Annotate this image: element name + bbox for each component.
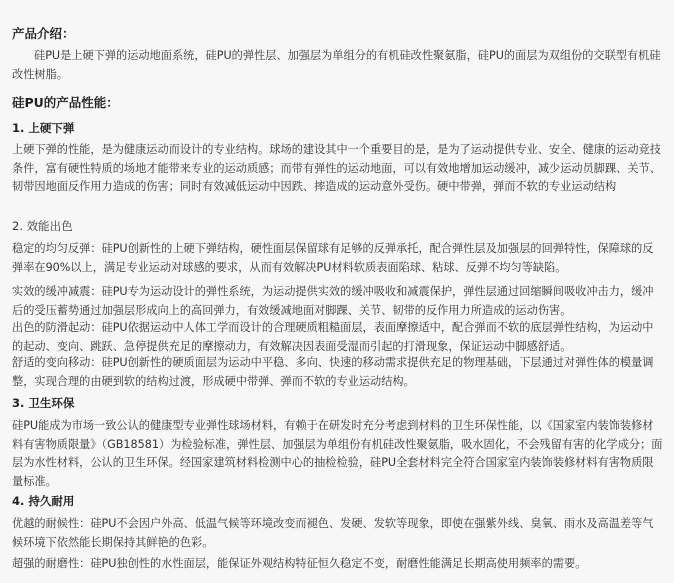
performance-heading: 硅PU的产品性能： — [12, 95, 119, 110]
section-title: 2. 效能出色 — [12, 219, 73, 233]
section-title: 4. 持久耐用 — [12, 494, 75, 508]
section-paragraph: 优越的耐候性：硅PU不会因户外高、低温气候等环境改变而褪色、发硬、发软等现象，即使在强紫外线、臭氧、雨水及高温差等气候环境下依然能长期保持其鲜艳的色彩。 — [12, 517, 654, 549]
section-title: 3. 卫生环保 — [12, 396, 75, 410]
section-paragraph: 舒适的变向移动：硅PU创新性的硬质面层为运动中平稳、多向、快速的移动需求提供充足的物理基础，下层通过对弹性体的模量调整，实现合理的由硬到软的结构过渡，形成硬中带弹、弹而不软的专业运动结构。 — [12, 356, 654, 388]
section-paragraph: 上硬下弹的性能，是为健康运动而设计的专业结构。球场的建设其中一个重要目的是，是为了运动提供专业、安全、健康的运动竞技条件，富有硬性特质的场地才能带来专业的运动质感；而带有弹性的运动地面，可以有效地增加运动缓冲，减少运动员脚踝、关节、韧带因地面反作用力造成的伤害；同时有效减低运动中因跌、摔造成的运动意外受伤。硬中带弹，弹而不软的专业运动结构 — [12, 143, 661, 193]
section-paragraph: 稳定的均匀反弹：硅PU创新性的上硬下弹结构，硬性面层保留球有足够的反弹承托，配合弹性层及加强层的回弹特性，保障球的反弹率在90%以上，满足专业运动对球感的要求，从而有效解决PU材料软质表面陷球、粘球、反弹不均匀等缺陷。 — [12, 242, 654, 274]
section-paragraph: 出色的防滑起动：硅PU依据运动中人体工学而设计的合理硬质粗糙面层，表面摩擦适中，配合弹而不软的底层弹性结构，为运动中的起动、变向、跳跃、急停提供充足的摩擦动力，有效解决因表面受湿而引起的打滑现象，保证运动中脚感舒适。 — [12, 321, 654, 353]
section-paragraph: 实效的缓冲减震：硅PU专为运动设计的弹性系统，为运动提供实效的缓冲吸收和减震保护，弹性层通过回缩瞬间吸收冲击力，缓冲后的受压蓄势通过加强层形成向上的高回弹力，有效缓减地面对脚踝、关节、韧带的反作用力所造成的运动伤害。 — [12, 285, 654, 317]
section-paragraph: 超强的耐磨性：硅PU独创性的水性面层，能保证外观结构特征恒久稳定不变，耐磨性能满足长期高使用频率的需要。 — [12, 557, 587, 570]
section-paragraph: 硅PU能成为市场一致公认的健康型专业弹性球场材料，有赖于在研发时充分考虑到材料的卫生环保性能，以《国家室内装饰装修材料有害物质限量》（GB18581）为检验标准，弹性层、加强层为单组份有机硅改性聚氨脂，吸水固化，不会残留有害的化学成分；面层为水性材料，公认的卫生环保。经国家建筑材料检测中心的抽检检验，硅PU全套材料完全符合国家室内装饰装修材料有害物质限量标准。 — [12, 419, 663, 488]
section-title: 1. 上硬下弹 — [12, 121, 75, 135]
intro-heading: 产品介绍： — [12, 26, 75, 41]
intro-text: 硅PU是上硬下弹的运动地面系统，硅PU的弹性层、加强层为单组分的有机硅改性聚氨脂，硅PU的面层为双组份的交联型有机硅改性树脂。 — [12, 49, 661, 81]
